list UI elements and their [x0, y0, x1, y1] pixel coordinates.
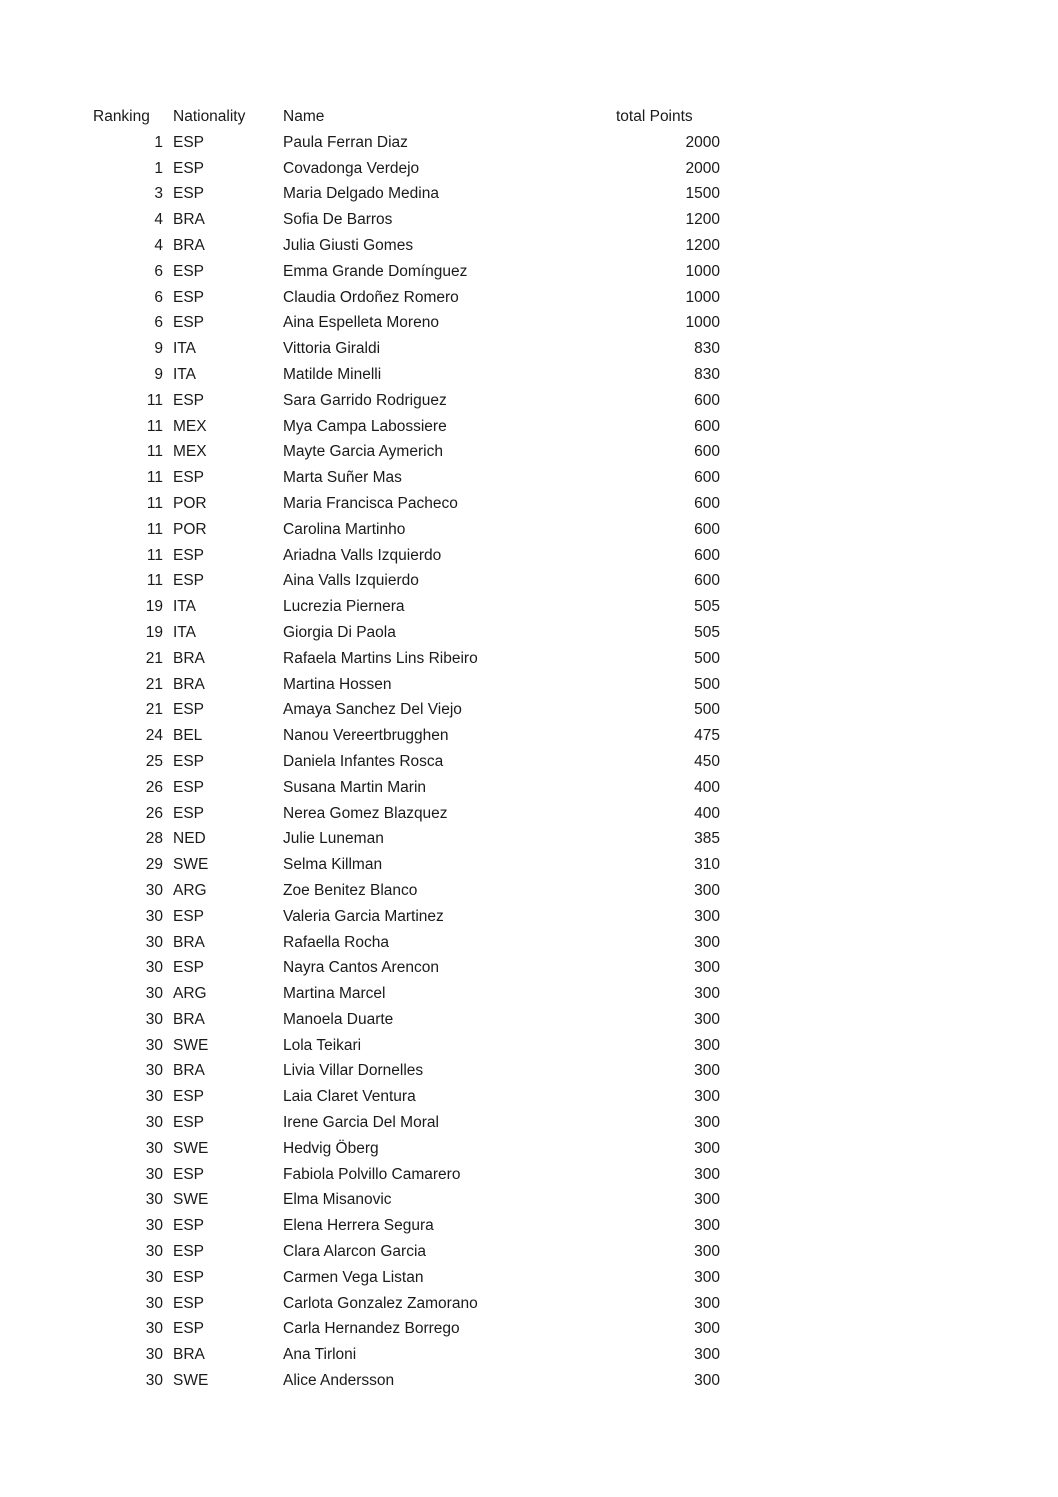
table-row — [93, 801, 720, 827]
table-row — [93, 259, 720, 285]
table-row — [93, 1239, 720, 1265]
ranking-cell: 30 — [145, 1062, 163, 1080]
nationality-cell: ESP — [173, 1320, 205, 1338]
ranking-cell: 30 — [145, 1139, 163, 1157]
nationality-cell: ESP — [173, 1268, 205, 1286]
nationality-cell: ARG — [173, 985, 207, 1003]
name-cell: Nayra Cantos Arencon — [283, 959, 439, 977]
ranking-cell: 4 — [154, 236, 163, 254]
ranking-cell: 11 — [146, 443, 163, 461]
points-cell: 300 — [694, 1139, 720, 1157]
nationality-cell: ESP — [173, 1088, 205, 1106]
ranking-cell: 21 — [145, 649, 163, 667]
nationality-cell: ESP — [173, 572, 205, 590]
ranking-cell: 19 — [145, 598, 163, 616]
points-cell: 830 — [694, 365, 720, 383]
name-cell: Daniela Infantes Rosca — [283, 752, 444, 770]
table-row — [93, 181, 720, 207]
ranking-cell: 30 — [145, 1294, 163, 1312]
table-row — [93, 1084, 720, 1110]
nationality-cell: ESP — [173, 262, 205, 280]
name-column-header: Name — [283, 108, 325, 125]
ranking-cell: 28 — [145, 830, 163, 848]
ranking-cell: 9 — [154, 365, 163, 383]
name-cell: Carla Hernandez Borrego — [283, 1320, 460, 1338]
ranking-cell: 30 — [145, 1243, 163, 1261]
points-column-header: total Points — [616, 108, 693, 125]
ranking-cell: 24 — [145, 727, 163, 745]
name-cell: Marta Suñer Mas — [283, 469, 402, 487]
name-cell: Fabiola Polvillo Camarero — [283, 1165, 461, 1183]
ranking-cell: 25 — [145, 752, 163, 770]
table-row — [93, 955, 720, 981]
table-header-row — [93, 104, 720, 130]
name-cell: Aina Espelleta Moreno — [283, 314, 439, 332]
table-row — [93, 981, 720, 1007]
nationality-cell: POR — [173, 520, 207, 538]
name-cell: Elena Herrera Segura — [283, 1217, 434, 1235]
points-cell: 600 — [694, 443, 720, 461]
points-cell: 1200 — [685, 236, 720, 254]
ranking-cell: 11 — [146, 417, 163, 435]
ranking-cell: 30 — [145, 985, 163, 1003]
nationality-cell: ESP — [173, 314, 205, 332]
points-cell: 500 — [694, 701, 720, 719]
nationality-cell: ESP — [173, 185, 205, 203]
ranking-cell: 11 — [146, 546, 163, 564]
table-row — [93, 388, 720, 414]
nationality-cell: ESP — [173, 1217, 205, 1235]
nationality-cell: MEX — [173, 417, 207, 435]
table-row — [93, 878, 720, 904]
ranking-cell: 30 — [145, 1036, 163, 1054]
points-cell: 300 — [694, 1191, 720, 1209]
ranking-cell: 30 — [145, 959, 163, 977]
points-cell: 475 — [694, 727, 720, 745]
nationality-cell: SWE — [173, 1036, 209, 1054]
nationality-column-header: Nationality — [173, 108, 246, 125]
name-cell: Covadonga Verdejo — [283, 159, 420, 177]
table-row — [93, 233, 720, 259]
name-cell: Rafaella Rocha — [283, 933, 389, 951]
ranking-cell: 6 — [154, 288, 163, 306]
points-cell: 400 — [694, 778, 720, 796]
name-cell: Julia Giusti Gomes — [283, 236, 414, 254]
points-cell: 300 — [694, 1165, 720, 1183]
nationality-cell: BEL — [173, 727, 203, 745]
ranking-cell: 30 — [145, 1217, 163, 1235]
table-row — [93, 930, 720, 956]
table-row — [93, 904, 720, 930]
ranking-cell: 26 — [145, 804, 163, 822]
table-row — [93, 723, 720, 749]
name-cell: Carlota Gonzalez Zamorano — [283, 1294, 478, 1312]
nationality-cell: ESP — [173, 546, 205, 564]
name-cell: Irene Garcia Del Moral — [283, 1114, 439, 1132]
points-cell: 600 — [694, 572, 720, 590]
ranking-cell: 30 — [145, 1088, 163, 1106]
name-cell: Zoe Benitez Blanco — [283, 881, 418, 899]
ranking-cell: 30 — [145, 1320, 163, 1338]
points-cell: 600 — [694, 469, 720, 487]
ranking-cell: 30 — [145, 1372, 163, 1390]
ranking-cell: 30 — [145, 1114, 163, 1132]
nationality-cell: BRA — [173, 1010, 205, 1028]
points-cell: 300 — [694, 1062, 720, 1080]
ranking-cell: 29 — [145, 856, 163, 874]
ranking-cell: 11 — [146, 572, 163, 590]
nationality-cell: ESP — [173, 159, 205, 177]
table-row — [93, 1058, 720, 1084]
points-cell: 1000 — [685, 314, 720, 332]
points-cell: 500 — [694, 675, 720, 693]
table-row — [93, 1316, 720, 1342]
ranking-cell: 11 — [146, 391, 163, 409]
name-cell: Lucrezia Piernera — [283, 598, 405, 616]
table-row — [93, 1187, 720, 1213]
ranking-cell: 11 — [146, 494, 163, 512]
name-cell: Nanou Vereertbrugghen — [283, 727, 449, 745]
name-cell: Laia Claret Ventura — [283, 1088, 416, 1106]
name-cell: Amaya Sanchez Del Viejo — [283, 701, 462, 719]
table-row — [93, 543, 720, 569]
table-row — [93, 285, 720, 311]
table-row — [93, 826, 720, 852]
ranking-cell: 9 — [154, 340, 163, 358]
name-cell: Carmen Vega Listan — [283, 1268, 424, 1286]
nationality-cell: SWE — [173, 1372, 209, 1390]
name-cell: Alice Andersson — [283, 1372, 395, 1390]
ranking-cell: 30 — [145, 1165, 163, 1183]
points-cell: 2000 — [685, 159, 720, 177]
points-cell: 300 — [694, 1217, 720, 1235]
name-cell: Emma Grande Domínguez — [283, 262, 468, 280]
points-cell: 300 — [694, 881, 720, 899]
points-cell: 830 — [694, 340, 720, 358]
points-cell: 500 — [694, 649, 720, 667]
points-cell: 1000 — [685, 262, 720, 280]
points-cell: 300 — [694, 1346, 720, 1364]
ranking-cell: 4 — [154, 211, 163, 229]
points-cell: 310 — [694, 856, 720, 874]
table-row — [93, 1265, 720, 1291]
nationality-cell: NED — [173, 830, 206, 848]
nationality-cell: ITA — [173, 365, 196, 383]
nationality-cell: ITA — [173, 598, 196, 616]
nationality-cell: SWE — [173, 856, 209, 874]
name-cell: Julie Luneman — [283, 830, 384, 848]
table-row — [93, 646, 720, 672]
name-cell: Selma Killman — [283, 856, 383, 874]
points-cell: 600 — [694, 546, 720, 564]
table-row — [93, 439, 720, 465]
points-cell: 505 — [694, 598, 720, 616]
points-cell: 505 — [694, 623, 720, 641]
name-cell: Hedvig Öberg — [283, 1139, 379, 1157]
name-cell: Martina Hossen — [283, 675, 392, 693]
ranking-cell: 3 — [154, 185, 163, 203]
name-cell: Aina Valls Izquierdo — [283, 572, 419, 590]
ranking-cell: 30 — [145, 907, 163, 925]
table-row — [93, 465, 720, 491]
ranking-table-body — [93, 130, 720, 1394]
nationality-cell: ESP — [173, 1114, 205, 1132]
name-cell: Matilde Minelli — [283, 365, 382, 383]
ranking-cell: 21 — [145, 675, 163, 693]
nationality-cell: ESP — [173, 133, 205, 151]
ranking-cell: 30 — [145, 1010, 163, 1028]
ranking-cell: 1 — [154, 159, 163, 177]
nationality-cell: ESP — [173, 1294, 205, 1312]
nationality-cell: BRA — [173, 675, 205, 693]
points-cell: 1200 — [685, 211, 720, 229]
table-row — [93, 491, 720, 517]
points-cell: 300 — [694, 907, 720, 925]
nationality-cell: POR — [173, 494, 207, 512]
ranking-cell: 19 — [145, 623, 163, 641]
name-cell: Sara Garrido Rodriguez — [283, 391, 447, 409]
name-cell: Elma Misanovic — [283, 1191, 392, 1209]
nationality-cell: ESP — [173, 1165, 205, 1183]
points-cell: 600 — [694, 391, 720, 409]
ranking-cell: 1 — [154, 133, 163, 151]
ranking-cell: 21 — [145, 701, 163, 719]
name-cell: Rafaela Martins Lins Ribeiro — [283, 649, 478, 667]
points-cell: 450 — [694, 752, 720, 770]
nationality-cell: ARG — [173, 881, 207, 899]
nationality-cell: BRA — [173, 649, 205, 667]
points-cell: 2000 — [685, 133, 720, 151]
name-cell: Lola Teikari — [283, 1036, 362, 1054]
table-row — [93, 1033, 720, 1059]
points-cell: 300 — [694, 1114, 720, 1132]
points-cell: 300 — [694, 1372, 720, 1390]
name-cell: Sofia De Barros — [283, 211, 393, 229]
points-cell: 300 — [694, 1320, 720, 1338]
points-cell: 1500 — [685, 185, 720, 203]
table-row — [93, 749, 720, 775]
nationality-cell: BRA — [173, 1346, 205, 1364]
ranking-cell: 30 — [145, 1191, 163, 1209]
table-row — [93, 1213, 720, 1239]
ranking-cell: 6 — [154, 262, 163, 280]
table-row — [93, 1136, 720, 1162]
nationality-cell: ITA — [173, 623, 196, 641]
nationality-cell: ITA — [173, 340, 196, 358]
ranking-cell: 11 — [146, 520, 163, 538]
ranking-cell: 30 — [145, 1268, 163, 1286]
nationality-cell: ESP — [173, 1243, 205, 1261]
name-cell: Martina Marcel — [283, 985, 386, 1003]
name-cell: Vittoria Giraldi — [283, 340, 381, 358]
nationality-cell: BRA — [173, 1062, 205, 1080]
nationality-cell: ESP — [173, 701, 205, 719]
points-cell: 300 — [694, 1243, 720, 1261]
points-cell: 600 — [694, 417, 720, 435]
points-cell: 400 — [694, 804, 720, 822]
nationality-cell: ESP — [173, 288, 205, 306]
points-cell: 300 — [694, 1036, 720, 1054]
table-row — [93, 362, 720, 388]
table-row — [93, 517, 720, 543]
ranking-cell: 30 — [145, 933, 163, 951]
points-cell: 1000 — [685, 288, 720, 306]
points-cell: 300 — [694, 1268, 720, 1286]
ranking-cell: 6 — [154, 314, 163, 332]
points-cell: 300 — [694, 1010, 720, 1028]
table-row — [93, 156, 720, 182]
table-row — [93, 568, 720, 594]
table-row — [93, 620, 720, 646]
table-row — [93, 852, 720, 878]
name-cell: Valeria Garcia Martinez — [283, 907, 444, 925]
name-cell: Mya Campa Labossiere — [283, 417, 447, 435]
name-cell: Maria Francisca Pacheco — [283, 494, 458, 512]
points-cell: 385 — [694, 830, 720, 848]
points-cell: 300 — [694, 1088, 720, 1106]
nationality-cell: ESP — [173, 469, 205, 487]
nationality-cell: ESP — [173, 778, 205, 796]
ranking-cell: 30 — [145, 881, 163, 899]
nationality-cell: BRA — [173, 236, 205, 254]
table-row — [93, 1162, 720, 1188]
table-row — [93, 1007, 720, 1033]
nationality-cell: ESP — [173, 959, 205, 977]
name-cell: Clara Alarcon Garcia — [283, 1243, 427, 1261]
table-row — [93, 1291, 720, 1317]
nationality-cell: MEX — [173, 443, 207, 461]
table-row — [93, 1368, 720, 1394]
table-row — [93, 310, 720, 336]
table-row — [93, 414, 720, 440]
name-cell: Nerea Gomez Blazquez — [283, 804, 448, 822]
nationality-cell: ESP — [173, 907, 205, 925]
name-cell: Giorgia Di Paola — [283, 623, 396, 641]
nationality-cell: SWE — [173, 1191, 209, 1209]
table-row — [93, 207, 720, 233]
name-cell: Paula Ferran Diaz — [283, 133, 408, 151]
table-row — [93, 130, 720, 156]
table-row — [93, 594, 720, 620]
table-row — [93, 775, 720, 801]
name-cell: Mayte Garcia Aymerich — [283, 443, 443, 461]
table-row — [93, 672, 720, 698]
name-cell: Ana Tirloni — [283, 1346, 357, 1364]
ranking-column-header: Ranking — [93, 108, 150, 125]
nationality-cell: BRA — [173, 933, 205, 951]
points-cell: 300 — [694, 933, 720, 951]
table-row — [93, 1342, 720, 1368]
name-cell: Carolina Martinho — [283, 520, 406, 538]
nationality-cell: ESP — [173, 391, 205, 409]
nationality-cell: ESP — [173, 752, 205, 770]
points-cell: 300 — [694, 1294, 720, 1312]
name-cell: Manoela Duarte — [283, 1010, 394, 1028]
ranking-cell: 30 — [145, 1346, 163, 1364]
points-cell: 600 — [694, 494, 720, 512]
name-cell: Livia Villar Dornelles — [283, 1062, 424, 1080]
name-cell: Claudia Ordoñez Romero — [283, 288, 459, 306]
nationality-cell: ESP — [173, 804, 205, 822]
ranking-table — [93, 104, 720, 1394]
name-cell: Susana Martin Marin — [283, 778, 427, 796]
name-cell: Ariadna Valls Izquierdo — [283, 546, 442, 564]
table-row — [93, 1110, 720, 1136]
ranking-cell: 11 — [146, 469, 163, 487]
table-row — [93, 336, 720, 362]
points-cell: 300 — [694, 985, 720, 1003]
nationality-cell: BRA — [173, 211, 205, 229]
ranking-cell: 26 — [145, 778, 163, 796]
name-cell: Maria Delgado Medina — [283, 185, 439, 203]
points-cell: 300 — [694, 959, 720, 977]
table-row — [93, 697, 720, 723]
points-cell: 600 — [694, 520, 720, 538]
nationality-cell: SWE — [173, 1139, 209, 1157]
